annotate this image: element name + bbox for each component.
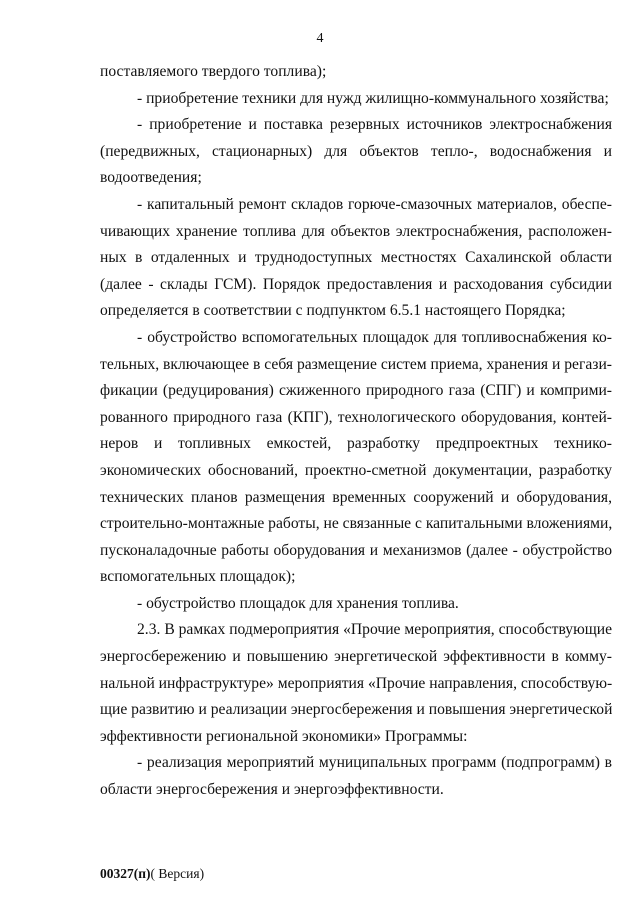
text-line: технических планов размещения временных сооружений и оборудования, (100, 488, 612, 506)
document-body (100, 59, 612, 804)
text-line: энергосбережению и повышению энергетической эффективности в комму- (100, 648, 612, 666)
text-line: водоотведения; (100, 169, 202, 187)
text-line: фикации (редуцирования) сжиженного природного газа (СПГ) и комприми- (100, 382, 612, 400)
text-line: эффективности региональной экономики» Программы: (100, 727, 468, 745)
text-line: чивающих хранение топлива для объектов электроснабжения, расположен- (100, 222, 612, 240)
text-line: определяется в соответствии с подпунктом 6.5.1 настоящего Порядка; (100, 302, 566, 320)
document-footer (100, 866, 204, 882)
text-line: 2.3. В рамках подмероприятия «Прочие мероприятия, способствующие (137, 621, 612, 639)
text-line: щие развитию и реализации энергосбережения и повышения энергетической (100, 701, 612, 719)
text-line: - реализация мероприятий муниципальных программ (подпрограмм) в (137, 754, 612, 772)
text-line: - обустройство вспомогательных площадок для топливоснабжения ко- (137, 328, 612, 346)
text-line: строительно-монтажные работы, не связанные с капитальными вложениями, (100, 515, 612, 533)
text-line: пусконаладочные работы оборудования и механизмов (далее - обустройство (100, 541, 612, 559)
text-line: - обустройство площадок для хранения топлива. (137, 594, 459, 612)
page-number: 4 (316, 31, 324, 46)
text-line: рованного природного газа (КПГ), технологического оборудования, контей- (100, 408, 612, 426)
text-line: вспомогательных площадок); (100, 568, 296, 586)
text-line: - капитальный ремонт складов горюче-смазочных материалов, обеспе- (137, 195, 612, 213)
text-line: - приобретение техники для нужд жилищно-коммунального хозяйства; (137, 89, 609, 107)
text-line: области энергосбережения и энергоэффективности. (100, 781, 444, 799)
text-line: тельных, включающее в себя размещение систем приема, хранения и регази- (100, 355, 612, 373)
document-code: 00327(п) (100, 866, 151, 881)
text-line: экономических обоснований, проектно-сметной документации, разработку (100, 461, 612, 479)
text-line: - приобретение и поставка резервных источников электроснабжения (137, 116, 612, 134)
text-line: (далее - склады ГСМ). Порядок предоставления и расходования субсидии (100, 275, 612, 293)
document-version-label: ( Версия) (150, 866, 205, 881)
text-line: неров и топливных емкостей, разработку предпроектных технико- (100, 435, 612, 453)
text-line: поставляемого твердого топлива); (100, 63, 327, 80)
text-line: ных в отдаленных и труднодоступных местностях Сахалинской области (100, 249, 612, 267)
text-line: (передвижных, стационарных) для объектов тепло-, водоснабжения и (100, 142, 612, 160)
text-line: нальной инфраструктуре» мероприятия «Прочие направления, способствую- (100, 674, 612, 692)
